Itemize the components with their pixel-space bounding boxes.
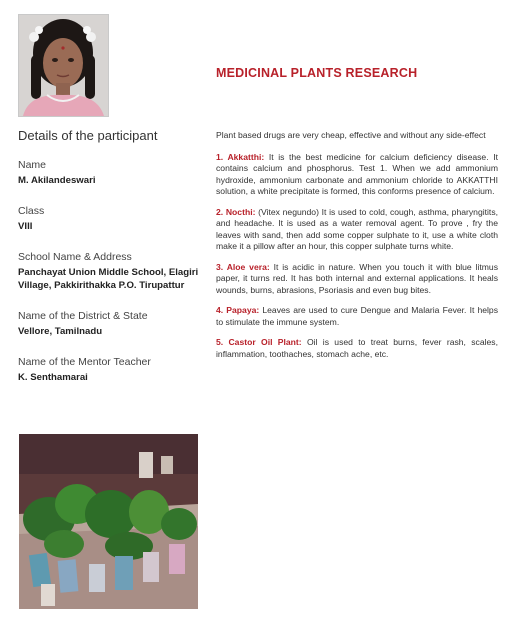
page-title: MEDICINAL PLANTS RESEARCH — [216, 66, 418, 80]
details-heading: Details of the participant — [18, 128, 158, 143]
class-value: VIII — [18, 221, 33, 232]
school-value: Panchayat Union Middle School, Elagiri Village, Pakkirithakka P.O. Tirupattur — [18, 267, 199, 291]
plant-paragraph-castor — [216, 337, 498, 360]
plants-display-photo — [19, 434, 198, 609]
participant-details — [18, 128, 203, 402]
name-label: Name — [18, 159, 47, 171]
plant-name: 2. Nocthi: — [216, 206, 256, 217]
plant-paragraph-nocthi — [216, 207, 498, 253]
plant-paragraph-akkatthi — [216, 152, 498, 198]
mentor-value: K. Senthamarai — [18, 372, 88, 383]
plant-description: It is acidic in nature. When you touch it with blue litmus paper, it turns red. It has both internal and external applications. It heals wounds, burns, abrasions, Psoriasis and even bug bites. — [216, 261, 498, 295]
plant-paragraph-aloe-vera — [216, 262, 498, 297]
district-label: Name of the District & State — [18, 310, 148, 322]
plant-name: 1. Akkatthi: — [216, 151, 265, 162]
plant-description: Leaves are used to cure Dengue and Malaria Fever. It helps to stimulate the immune system. — [216, 305, 499, 327]
plant-description: Oil is used to treat burns, fever rash, scales, inflammation, toothaches, stomach ache, etc. — [216, 337, 498, 359]
mentor-label: Name of the Mentor Teacher — [18, 356, 151, 368]
school-label: School Name & Address — [18, 251, 132, 263]
research-text — [216, 130, 498, 369]
plant-name: 5. Castor Oil Plant: — [216, 337, 302, 347]
participant-photo — [18, 14, 109, 117]
name-value: M. Akilandeswari — [18, 175, 96, 186]
plant-paragraph-papaya — [216, 305, 498, 328]
district-value: Vellore, Tamilnadu — [18, 326, 103, 337]
intro-paragraph: Plant based drugs are very cheap, effective and without any side-effect — [216, 130, 486, 140]
class-label: Class — [18, 205, 45, 217]
plant-name: 3. Aloe vera: — [216, 261, 270, 272]
plant-name: 4. Papaya: — [216, 305, 260, 315]
plant-description: It is the best medicine for calcium deficiency disease. It contains calcium and phosphorus. Test 1. When we add ammonium hydroxide, ammonium carbonate and ammonium chloride to AKKATTHI solution, a white precipitate is formed, this conforms presence of calcium. — [216, 151, 498, 196]
plant-description: (Vitex negundo) It is used to cold, cough, asthma, pharyngitits, and headache. It is used as a water removal agent. To prove , fry the leaves with sand, then add some copper sulphate to it, use a white cloth make it a pillow after an hour, this copper sulphate turns white. — [216, 206, 499, 251]
